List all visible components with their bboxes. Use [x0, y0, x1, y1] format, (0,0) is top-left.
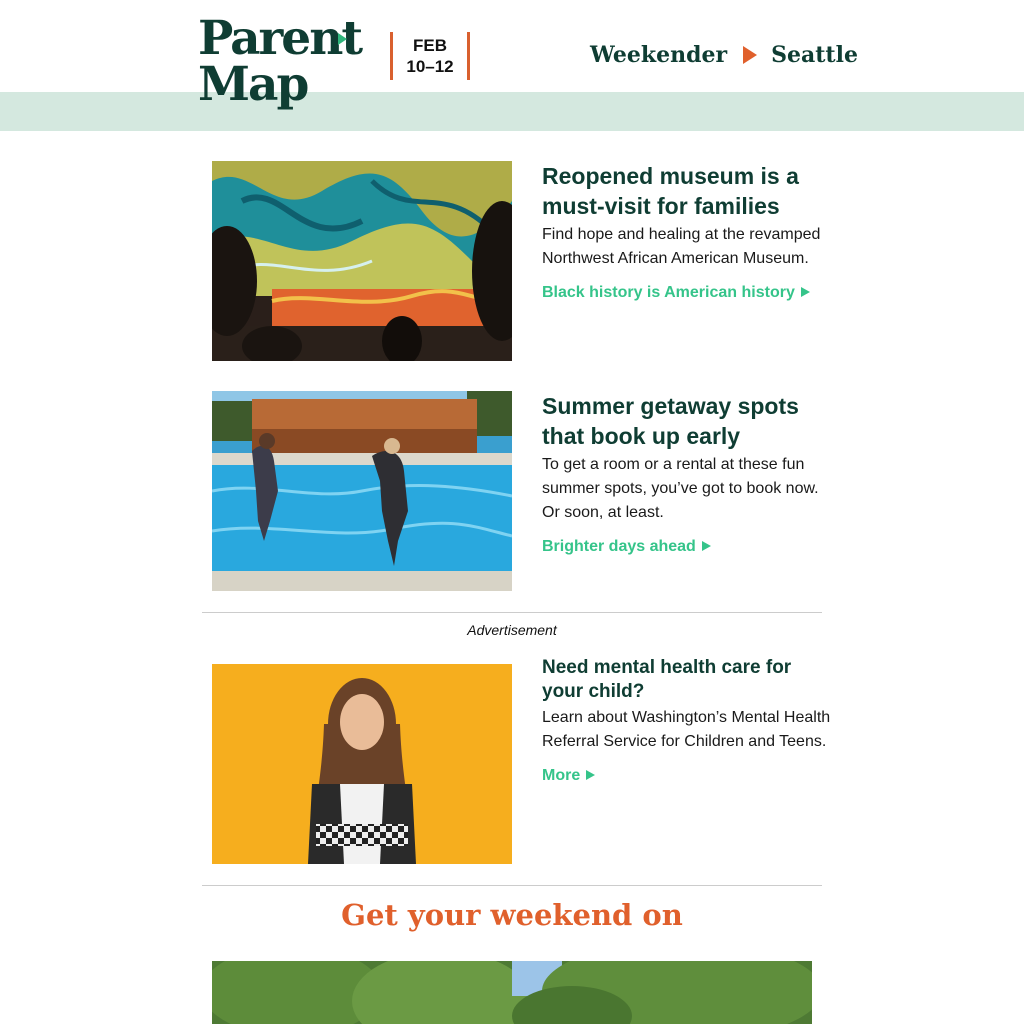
story-text [542, 161, 832, 305]
museum-art-photo[interactable] [212, 161, 512, 361]
story-body: Find hope and healing at the revamped Northwest African American Museum. [542, 226, 821, 267]
cta-label: Black history is American history [542, 284, 795, 301]
date-month: FEB [413, 36, 447, 55]
divider [202, 885, 822, 886]
edition-city: Seattle [771, 42, 858, 68]
date-range: 10–12 [406, 57, 454, 76]
story-title[interactable]: Summer getaway spots that book up early [542, 393, 799, 449]
story-card [212, 391, 832, 591]
cta-label: More [542, 767, 581, 784]
section-title: Get your weekend on [341, 898, 683, 932]
story-card [212, 161, 832, 361]
edition-title [590, 40, 858, 70]
story-cta-link[interactable] [542, 281, 832, 305]
divider [202, 612, 822, 613]
ad-title[interactable]: Need mental health care for your child? [542, 657, 792, 702]
advertisement-label: Advertisement [467, 622, 557, 638]
play-arrow-icon [702, 541, 711, 551]
pool-kids-photo[interactable] [212, 391, 512, 591]
ad-body: Learn about Washington’s Mental Health Referral Service for Children and Teens. [542, 709, 831, 750]
play-arrow-icon [801, 287, 810, 297]
edition-name: Weekender [590, 42, 728, 68]
play-arrow-icon [586, 770, 595, 780]
date-box [390, 32, 470, 80]
ad-card [212, 656, 832, 864]
story-body: To get a room or a rental at these fun summer spots, you’ve got to book now. Or soon, at least. [542, 456, 819, 521]
story-title[interactable]: Reopened museum is a must-visit for families [542, 163, 799, 219]
header [0, 0, 1024, 92]
ad-text [542, 656, 832, 788]
logo-arrow-icon [338, 33, 347, 45]
girl-portrait-photo[interactable] [212, 664, 512, 864]
logo-line-2: Map [198, 57, 308, 112]
ad-more-link[interactable] [542, 764, 832, 788]
play-arrow-icon [743, 46, 757, 64]
header-band [0, 92, 1024, 131]
logo-line-1: Parent [198, 11, 362, 66]
cta-label: Brighter days ahead [542, 538, 696, 555]
parentmap-logo[interactable] [198, 11, 362, 120]
park-trees-photo[interactable] [212, 961, 812, 1024]
story-cta-link[interactable] [542, 535, 832, 559]
story-text [542, 391, 832, 559]
